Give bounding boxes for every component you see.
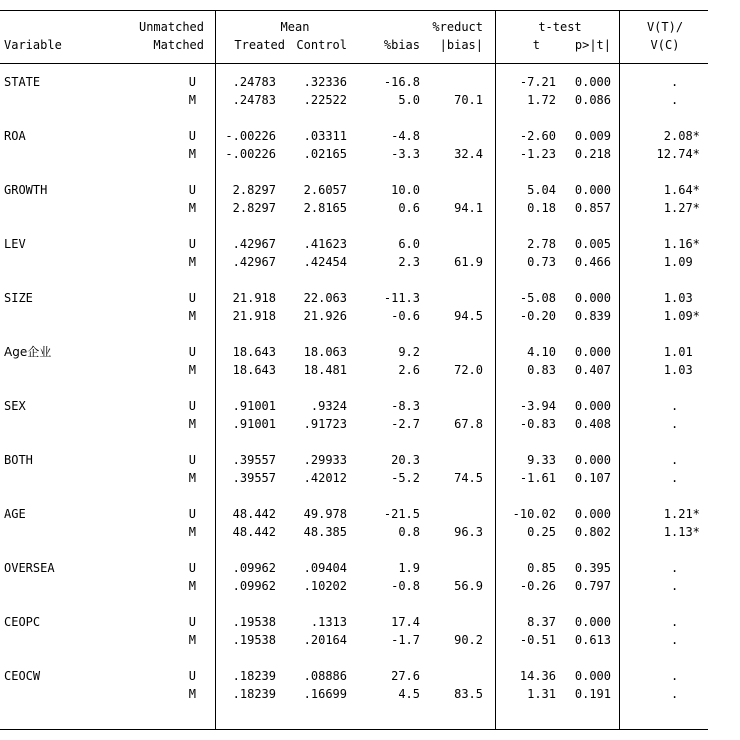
cell-match-flag: U [188,291,196,305]
cell-variable: SIZE [4,291,33,305]
cell-control-mean: .91723 [303,417,347,431]
cell-match-flag: U [188,507,196,521]
cell-pct-bias: 20.3 [391,453,420,467]
cell-control-mean: .09404 [303,561,347,575]
cell-variable: OVERSEA [4,561,55,575]
cell-pct-reduct: 90.2 [454,633,483,647]
cell-treated-mean: .42967 [232,255,276,269]
cell-variance-ratio: 1.09* [663,309,700,323]
cell-p-value: 0.000 [574,507,611,521]
cell-t-stat: 5.04 [527,183,556,197]
cell-match-flag: M [188,255,196,269]
cell-pct-bias: -2.7 [391,417,420,431]
cell-control-mean: .9324 [310,399,347,413]
cell-variance-ratio: 1.64* [663,183,700,197]
cell-pct-bias: -3.3 [391,147,420,161]
header-vratio-top: V(T)/ [646,20,684,34]
cell-pct-bias: -5.2 [391,471,420,485]
cell-treated-mean: .09962 [232,561,276,575]
cell-p-value: 0.086 [574,93,611,107]
cell-treated-mean: .24783 [232,75,276,89]
cell-variance-ratio: . [671,93,679,107]
cell-treated-mean: .91001 [232,417,276,431]
cell-control-mean: 48.385 [303,525,347,539]
cell-t-stat: 0.73 [527,255,556,269]
cell-match-flag: M [188,633,196,647]
cell-match-flag: M [188,525,196,539]
cell-control-mean: .02165 [303,147,347,161]
header-pct-bias: %bias [383,38,420,52]
cell-variance-ratio: . [671,471,679,485]
cell-treated-mean: 2.8297 [232,201,276,215]
cell-pct-bias: -0.8 [391,579,420,593]
cell-t-stat: 2.78 [527,237,556,251]
cell-control-mean: .29933 [303,453,347,467]
cell-t-stat: -2.60 [519,129,556,143]
cell-t-stat: 14.36 [519,669,556,683]
cell-pct-bias: -4.8 [391,129,420,143]
cell-match-flag: M [188,687,196,701]
cell-p-value: 0.000 [574,183,611,197]
cell-variance-ratio: . [671,399,679,413]
cell-variance-ratio: 12.74* [656,147,700,161]
cell-t-stat: -3.94 [519,399,556,413]
cell-variance-ratio: . [671,75,679,89]
header-mean: Mean [280,20,310,34]
cell-t-stat: 0.18 [527,201,556,215]
cell-pct-reduct: 83.5 [454,687,483,701]
cell-pct-reduct: 56.9 [454,579,483,593]
cell-match-flag: U [188,129,196,143]
cell-match-flag: M [188,201,196,215]
cell-t-stat: 1.31 [527,687,556,701]
cell-p-value: 0.408 [574,417,611,431]
cell-pct-bias: -8.3 [391,399,420,413]
cell-treated-mean: -.00226 [225,129,276,143]
cell-variable: CEOCW [4,669,41,683]
cell-control-mean: .42012 [303,471,347,485]
cell-pct-bias: -21.5 [383,507,420,521]
cell-pct-reduct: 94.1 [454,201,483,215]
cell-p-value: 0.009 [574,129,611,143]
cell-t-stat: -1.23 [519,147,556,161]
cell-p-value: 0.000 [574,345,611,359]
cell-variance-ratio: 1.03 [663,291,693,305]
cell-pct-reduct: 32.4 [454,147,483,161]
cell-t-stat: 4.10 [527,345,556,359]
cell-treated-mean: .18239 [232,687,276,701]
cell-treated-mean: .19538 [232,615,276,629]
cell-t-stat: -0.83 [519,417,556,431]
cell-variance-ratio: . [671,669,679,683]
header-rule [0,63,708,64]
cell-treated-mean: .39557 [232,453,276,467]
cell-control-mean: .03311 [303,129,347,143]
cell-variance-ratio: . [671,579,679,593]
header-vratio-bottom: V(C) [650,38,680,52]
cell-treated-mean: .42967 [232,237,276,251]
cell-match-flag: U [188,615,196,629]
cell-t-stat: 8.37 [527,615,556,629]
cell-variance-ratio: 1.16* [663,237,700,251]
cell-match-flag: U [188,237,196,251]
cell-variable: STATE [4,75,41,89]
header-treated: Treated [234,38,285,52]
cell-p-value: 0.000 [574,399,611,413]
cell-control-mean: 2.8165 [303,201,347,215]
cell-p-value: 0.407 [574,363,611,377]
cell-p-value: 0.857 [574,201,611,215]
cell-p-value: 0.191 [574,687,611,701]
header-matched: Matched [153,38,204,52]
cell-control-mean: 18.481 [303,363,347,377]
cell-treated-mean: 21.918 [232,309,276,323]
bottom-rule [0,729,708,730]
cell-p-value: 0.797 [574,579,611,593]
cell-p-value: 0.395 [574,561,611,575]
cell-variance-ratio: 1.27* [663,201,700,215]
cell-t-stat: 0.85 [527,561,556,575]
cell-match-flag: M [188,471,196,485]
cell-t-stat: 0.25 [527,525,556,539]
cell-variance-ratio: 1.01 [663,345,693,359]
cell-match-flag: M [188,93,196,107]
cell-pct-bias: 2.6 [398,363,420,377]
cell-variable: Age企业 [4,345,52,359]
cell-pct-reduct: 94.5 [454,309,483,323]
cell-match-flag: U [188,399,196,413]
cell-treated-mean: 2.8297 [232,183,276,197]
cell-p-value: 0.802 [574,525,611,539]
cell-pct-bias: 0.6 [398,201,420,215]
cell-control-mean: 21.926 [303,309,347,323]
cell-pct-bias: 0.8 [398,525,420,539]
cell-p-value: 0.466 [574,255,611,269]
cell-variance-ratio: . [671,417,679,431]
cell-pct-reduct: 96.3 [454,525,483,539]
cell-control-mean: .10202 [303,579,347,593]
cell-match-flag: M [188,363,196,377]
cell-t-stat: 0.83 [527,363,556,377]
cell-variance-ratio: . [671,561,679,575]
cell-variance-ratio: 1.13* [663,525,700,539]
cell-pct-bias: 5.0 [398,93,420,107]
cell-p-value: 0.839 [574,309,611,323]
cell-match-flag: U [188,453,196,467]
cell-variable: ROA [4,129,26,143]
cell-variable: LEV [4,237,26,251]
header-ttest: t-test [538,20,582,34]
cell-variable: CEOPC [4,615,41,629]
cell-pct-bias: 1.9 [398,561,420,575]
cell-control-mean: .22522 [303,93,347,107]
header-abs-bias: |bias| [439,38,483,52]
cell-variable: GROWTH [4,183,48,197]
header-unmatched: Unmatched [138,20,204,34]
cell-p-value: 0.613 [574,633,611,647]
cell-variance-ratio: 1.03 [663,363,693,377]
cell-pct-bias: 27.6 [391,669,420,683]
cell-pct-reduct: 74.5 [454,471,483,485]
cell-pct-reduct: 61.9 [454,255,483,269]
header-t: t [532,38,540,52]
cell-variable: SEX [4,399,26,413]
top-rule [0,10,708,11]
cell-treated-mean: .09962 [232,579,276,593]
cell-pct-reduct: 67.8 [454,417,483,431]
cell-match-flag: U [188,669,196,683]
cell-control-mean: 49.978 [303,507,347,521]
cell-t-stat: -0.26 [519,579,556,593]
cell-control-mean: 18.063 [303,345,347,359]
cell-match-flag: M [188,309,196,323]
cell-control-mean: .20164 [303,633,347,647]
cell-treated-mean: .91001 [232,399,276,413]
cell-control-mean: .1313 [310,615,347,629]
cell-match-flag: U [188,75,196,89]
cell-control-mean: .32336 [303,75,347,89]
cell-t-stat: -0.20 [519,309,556,323]
cell-control-mean: .41623 [303,237,347,251]
cell-pct-bias: 4.5 [398,687,420,701]
cell-match-flag: U [188,183,196,197]
cell-treated-mean: .18239 [232,669,276,683]
cell-pct-bias: -11.3 [383,291,420,305]
cell-t-stat: -1.61 [519,471,556,485]
cell-treated-mean: 48.442 [232,507,276,521]
cell-variance-ratio: 1.21* [663,507,700,521]
cell-t-stat: -0.51 [519,633,556,647]
cell-treated-mean: .19538 [232,633,276,647]
cell-treated-mean: 18.643 [232,363,276,377]
cell-control-mean: .42454 [303,255,347,269]
cell-treated-mean: -.00226 [225,147,276,161]
cell-match-flag: M [188,147,196,161]
cell-t-stat: -5.08 [519,291,556,305]
cell-match-flag: M [188,579,196,593]
cell-variance-ratio: 2.08* [663,129,700,143]
cell-control-mean: .08886 [303,669,347,683]
header-pct-reduct: %reduct [432,20,483,34]
cell-control-mean: 2.6057 [303,183,347,197]
cell-pct-bias: 2.3 [398,255,420,269]
cell-treated-mean: .24783 [232,93,276,107]
cell-p-value: 0.000 [574,291,611,305]
cell-pct-bias: 17.4 [391,615,420,629]
column-divider [619,10,620,730]
cell-match-flag: M [188,417,196,431]
cell-pct-bias: 10.0 [391,183,420,197]
cell-p-value: 0.000 [574,615,611,629]
cell-p-value: 0.218 [574,147,611,161]
cell-t-stat: -10.02 [512,507,556,521]
cell-pct-bias: 6.0 [398,237,420,251]
cell-variance-ratio: . [671,453,679,467]
cell-p-value: 0.000 [574,75,611,89]
cell-p-value: 0.107 [574,471,611,485]
cell-pct-bias: -1.7 [391,633,420,647]
cell-variable: AGE [4,507,26,521]
cell-treated-mean: 48.442 [232,525,276,539]
cell-pct-reduct: 72.0 [454,363,483,377]
cell-variance-ratio: . [671,615,679,629]
cell-variable: BOTH [4,453,33,467]
header-control: Control [296,38,347,52]
cell-t-stat: 1.72 [527,93,556,107]
cell-t-stat: 9.33 [527,453,556,467]
cell-pct-reduct: 70.1 [454,93,483,107]
cell-control-mean: .16699 [303,687,347,701]
cell-variance-ratio: 1.09 [663,255,693,269]
cell-t-stat: -7.21 [519,75,556,89]
cell-p-value: 0.005 [574,237,611,251]
cell-match-flag: U [188,561,196,575]
cell-match-flag: U [188,345,196,359]
cell-variance-ratio: . [671,633,679,647]
cell-p-value: 0.000 [574,453,611,467]
header-variable: Variable [4,38,62,52]
cell-treated-mean: 21.918 [232,291,276,305]
cell-control-mean: 22.063 [303,291,347,305]
cell-p-value: 0.000 [574,669,611,683]
cell-variance-ratio: . [671,687,679,701]
cell-pct-bias: 9.2 [398,345,420,359]
cell-pct-bias: -0.6 [391,309,420,323]
cell-treated-mean: .39557 [232,471,276,485]
cell-treated-mean: 18.643 [232,345,276,359]
header-p: p>|t| [574,38,611,52]
cell-pct-bias: -16.8 [383,75,420,89]
